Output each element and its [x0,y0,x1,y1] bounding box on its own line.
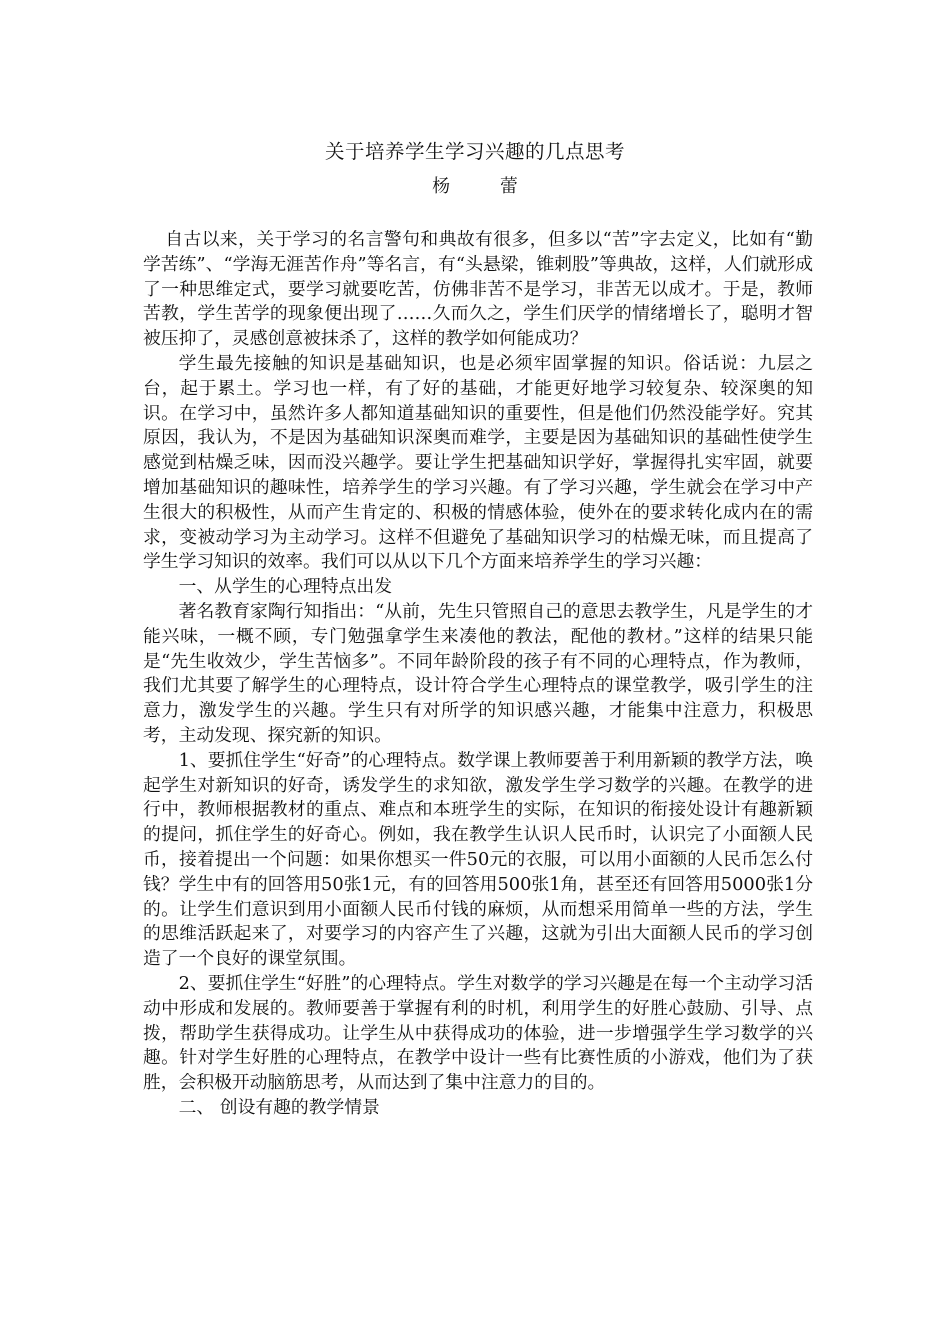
paragraph-curiosity: 1、要抓住学生“好奇”的心理特点。数学课上教师要善于利用新颖的教学方法，唤起学生对新知识的好奇，诱发学生的求知欲，激发学生学习数学的兴趣。在教学的进行中，教师根据教材的重点、难点和本班学生的实际，在知识的衔接处设计有趣新颖的提问，抓住学生的好奇心。例如，我在教学生认识人民币时，认识完了小面额人民币，接着提出一个问题：如果你想买一件50元的衣服，可以用小面额的人民币怎么付钱？学生中有的回答用50张1元，有的回答用500张1角，甚至还有回答用5000张1分的。让学生们意识到用小面额人民币付钱的麻烦，从而想采用简单一些的方法，学生的思维活跃起来了，对要学习的内容产生了兴趣，这就为引出大面额人民币的学习创造了一个良好的课堂氛围。 [143,749,813,970]
document-author: 杨 蕾 [432,176,540,197]
document-body [143,228,813,1121]
paragraph-competitiveness: 2、要抓住学生“好胜”的心理特点。学生对数学的学习兴趣是在每一个主动学习活动中形成和发展的。教师要善于掌握有利的时机，利用学生的好胜心鼓励、引导、点拨，帮助学生获得成功。让学生从中获得成功的体验，进一步增强学生学习数学的兴趣。针对学生好胜的心理特点，在教学中设计一些有比赛性质的小游戏，他们为了获胜，会积极开动脑筋思考，从而达到了集中注意力的目的。 [143,972,813,1094]
paragraph-tao-xingzhi: 著名教育家陶行知指出：“从前，先生只管照自己的意思去教学生，凡是学生的才能兴味，一概不顾，专门勉强拿学生来凑他的教法，配他的教材。”这样的结果只能是“先生收效少，学生苦恼多”。不同年龄阶段的孩子有不同的心理特点，作为教师，我们尤其要了解学生的心理特点，设计符合学生心理特点的课堂教学，吸引学生的注意力，激发学生的兴趣。学生只有对所学的知识感兴趣，才能集中注意力，积极思考，主动发现、探究新的知识。 [143,600,813,746]
paragraph-basic-knowledge: 学生最先接触的知识是基础知识，也是必须牢固掌握的知识。俗话说：九层之台，起于累土。学习也一样，有了好的基础，才能更好地学习较复杂、较深奥的知识。在学习中，虽然许多人都知道基础知识的重要性，但是他们仍然没能学好。究其原因，我认为，不是因为基础知识深奥而难学，主要是因为基础知识的基础性使学生感觉到枯燥乏味，因而没兴趣学。要让学生把基础知识学好，掌握得扎实牢固，就要增加基础知识的趣味性，培养学生的学习兴趣。有了学习兴趣，学生就会在学习中产生很大的积极性，从而产生肯定的、积极的情感体验，使外在的要求转化成内在的需求，变被动学习为主动学习。这样不但避免了基础知识学习的枯燥无味，而且提高了学生学习知识的效率。我们可以从以下几个方面来培养学生的学习兴趣： [143,352,813,573]
document-title: 关于培养学生学习兴趣的几点思考 [324,140,625,163]
paragraph-intro: 自古以来，关于学习的名言警句和典故有很多，但多以“苦”字去定义，比如有“勤学苦练”、“学海无涯苦作舟”等名言，有“头悬梁，锥刺股”等典故，这样，人们就形成了一种思维定式，要学习就要吃苦，仿佛非苦不是学习，非苦无以成才。于是，教师苦教，学生苦学的现象便出现了……久而久之，学生们厌学的情绪增长了，聪明才智被压抑了，灵感创意被抹杀了，这样的教学如何能成功？ [143,229,813,350]
section-heading-2: 二、 创设有趣的教学情景 [178,1096,380,1118]
section-heading-1: 一、从学生的心理特点出发 [178,576,392,598]
